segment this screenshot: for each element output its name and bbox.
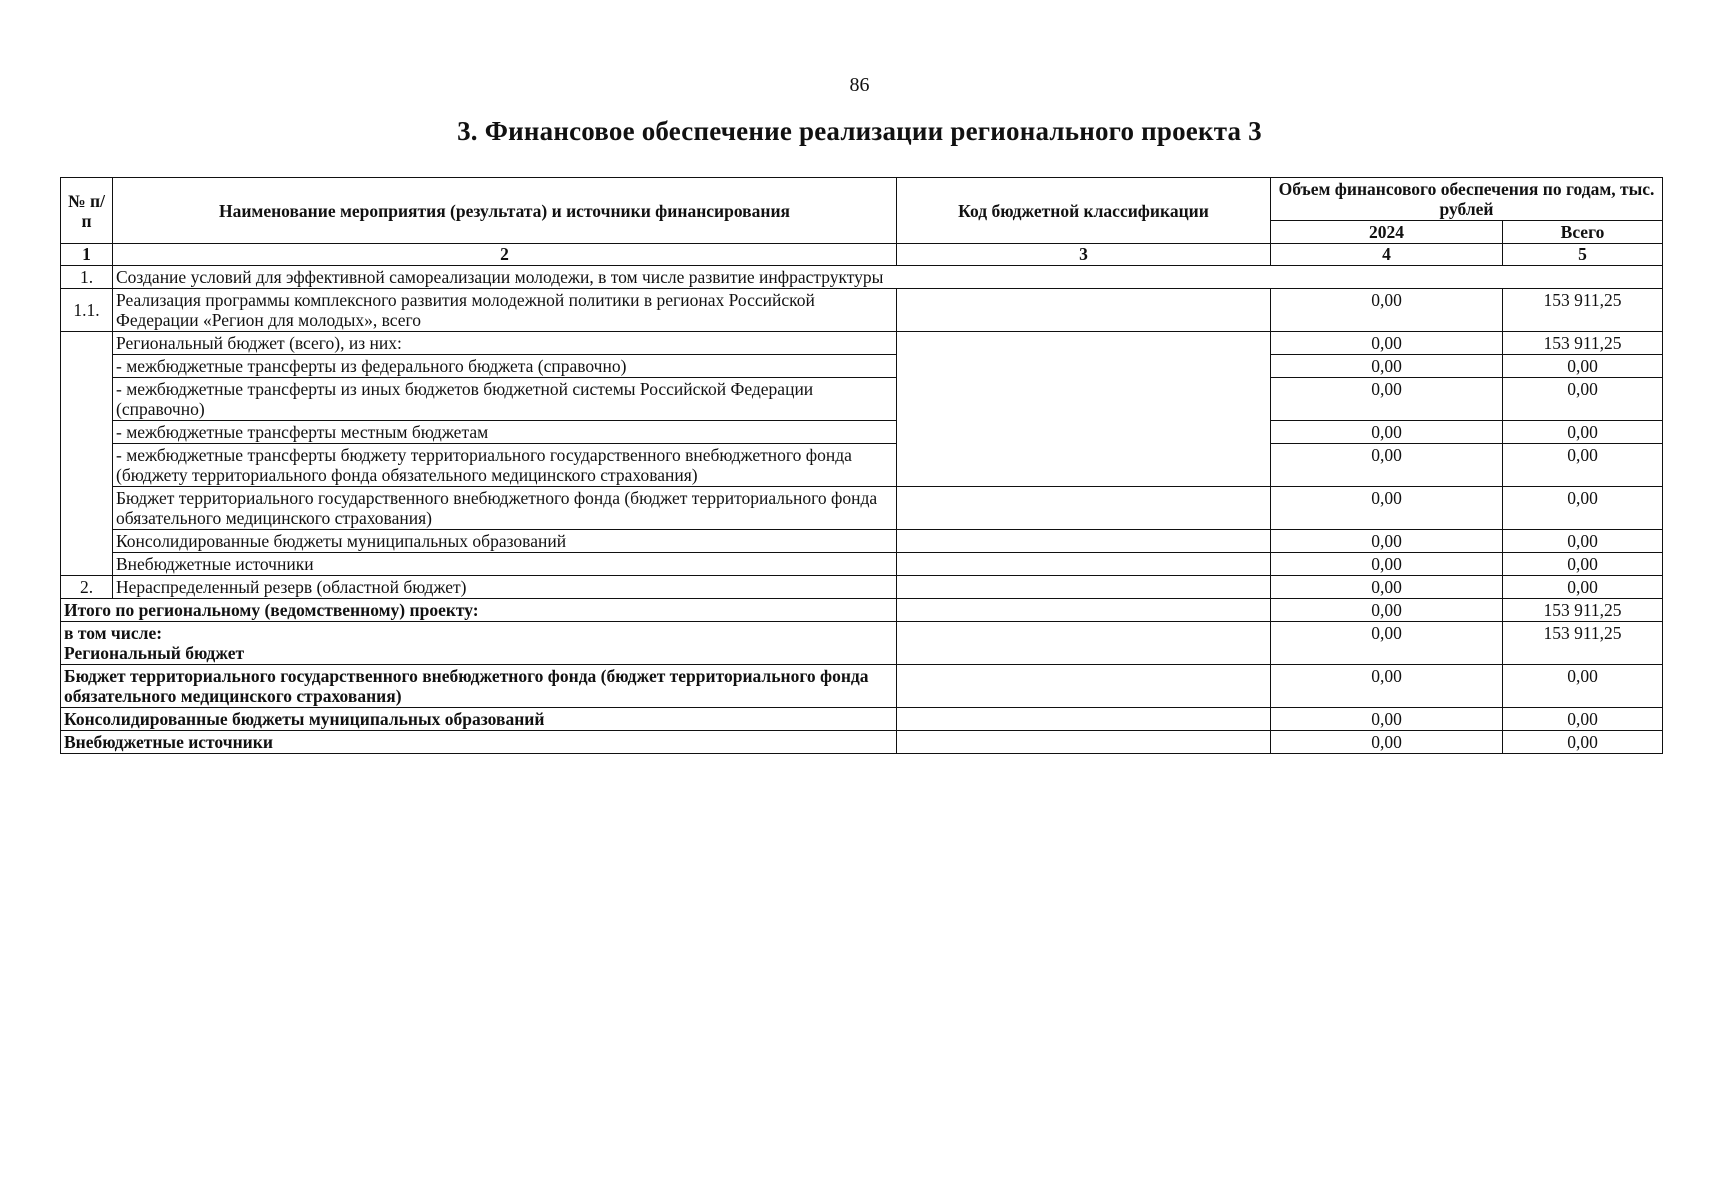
row-value-total: 153 911,25 [1503, 599, 1663, 622]
table-row [61, 332, 1663, 355]
row-value-total: 0,00 [1503, 553, 1663, 576]
total-row [61, 622, 1663, 665]
row-value-2024: 0,00 [1271, 576, 1503, 599]
row-code [897, 530, 1271, 553]
row-value-2024: 0,00 [1271, 289, 1503, 332]
row-number-empty [61, 332, 113, 576]
table-row [61, 355, 1663, 378]
row-code [897, 289, 1271, 332]
row-code [897, 487, 1271, 530]
table-row [61, 530, 1663, 553]
row-code [897, 553, 1271, 576]
column-index: 3 [897, 244, 1271, 266]
row-code [897, 576, 1271, 599]
column-index-row [61, 244, 1663, 266]
row-code [897, 599, 1271, 622]
table-row [61, 576, 1663, 599]
row-value-total: 0,00 [1503, 530, 1663, 553]
row-name: - межбюджетные трансферты местным бюджетам [113, 421, 897, 444]
row-value-2024: 0,00 [1271, 599, 1503, 622]
table-row [61, 289, 1663, 332]
header-total: Всего [1503, 221, 1663, 244]
column-index: 2 [113, 244, 897, 266]
row-value-2024: 0,00 [1271, 378, 1503, 421]
total-name-line: в том числе: [64, 623, 163, 643]
row-code [897, 731, 1271, 754]
header-code: Код бюджетной классификации [897, 178, 1271, 244]
row-value-2024: 0,00 [1271, 332, 1503, 355]
row-name: Бюджет территориального государственного внебюджетного фонда (бюджет территориального фонда обязательного медицинского страхования) [113, 487, 897, 530]
page-title: 3. Финансовое обеспечение реализации регионального проекта 3 [457, 116, 1262, 146]
total-name [61, 622, 897, 665]
header-volume: Объем финансового обеспечения по годам, тыс. рублей [1271, 178, 1663, 221]
row-value-total: 153 911,25 [1503, 622, 1663, 665]
total-name: Консолидированные бюджеты муниципальных образований [61, 708, 897, 731]
row-number: 2. [61, 576, 113, 599]
row-value-total: 0,00 [1503, 731, 1663, 754]
row-value-total: 0,00 [1503, 421, 1663, 444]
row-value-total: 0,00 [1503, 665, 1663, 708]
row-name: - межбюджетные трансферты из иных бюджетов бюджетной системы Российской Федерации (справочно) [113, 378, 897, 421]
row-code [897, 332, 1271, 487]
table-row [61, 378, 1663, 421]
row-value-2024: 0,00 [1271, 444, 1503, 487]
row-name: Консолидированные бюджеты муниципальных образований [113, 530, 897, 553]
table-header-row [61, 178, 1663, 221]
total-name: Итого по региональному (ведомственному) проекту: [61, 599, 897, 622]
row-value-total: 0,00 [1503, 576, 1663, 599]
row-value-total: 0,00 [1503, 708, 1663, 731]
row-value-total: 0,00 [1503, 487, 1663, 530]
column-index: 1 [61, 244, 113, 266]
row-value-2024: 0,00 [1271, 708, 1503, 731]
table-row [61, 553, 1663, 576]
column-index: 5 [1503, 244, 1663, 266]
row-value-2024: 0,00 [1271, 731, 1503, 754]
row-value-2024: 0,00 [1271, 553, 1503, 576]
header-name: Наименование мероприятия (результата) и источники финансирования [113, 178, 897, 244]
row-value-total: 0,00 [1503, 355, 1663, 378]
row-value-total: 153 911,25 [1503, 332, 1663, 355]
row-value-total: 0,00 [1503, 378, 1663, 421]
row-name: Создание условий для эффективной самореализации молодежи, в том числе развитие инфраструктуры [113, 266, 1663, 289]
row-name: - межбюджетные трансферты бюджету территориального государственного внебюджетного фонда (бюджету территориального фонда обязательного медицинского страхования) [113, 444, 897, 487]
row-number: 1.1. [61, 289, 113, 332]
row-value-total: 153 911,25 [1503, 289, 1663, 332]
row-code [897, 622, 1271, 665]
column-index: 4 [1271, 244, 1503, 266]
financing-table [60, 177, 1663, 754]
row-value-2024: 0,00 [1271, 355, 1503, 378]
total-row [61, 708, 1663, 731]
row-name: Нераспределенный резерв (областной бюджет) [113, 576, 897, 599]
row-value-2024: 0,00 [1271, 487, 1503, 530]
row-value-2024: 0,00 [1271, 622, 1503, 665]
row-name: Реализация программы комплексного развития молодежной политики в регионах Российской Федерации «Регион для молодых», всего [113, 289, 897, 332]
total-name-line: Региональный бюджет [64, 643, 245, 663]
total-row [61, 599, 1663, 622]
row-code [897, 665, 1271, 708]
header-year: 2024 [1271, 221, 1503, 244]
table-row [61, 444, 1663, 487]
page-number: 86 [849, 74, 870, 96]
row-value-2024: 0,00 [1271, 530, 1503, 553]
table-row [61, 487, 1663, 530]
row-number: 1. [61, 266, 113, 289]
table-row [61, 266, 1663, 289]
row-value-total: 0,00 [1503, 444, 1663, 487]
row-value-2024: 0,00 [1271, 421, 1503, 444]
row-value-2024: 0,00 [1271, 665, 1503, 708]
total-name: Внебюджетные источники [61, 731, 897, 754]
header-num: № п/п [61, 178, 113, 244]
row-name: Региональный бюджет (всего), из них: [113, 332, 897, 355]
row-code [897, 708, 1271, 731]
total-row [61, 731, 1663, 754]
total-row [61, 665, 1663, 708]
row-name: Внебюджетные источники [113, 553, 897, 576]
row-name: - межбюджетные трансферты из федерального бюджета (справочно) [113, 355, 897, 378]
table-row [61, 421, 1663, 444]
total-name: Бюджет территориального государственного внебюджетного фонда (бюджет территориального фонда обязательного медицинского страхования) [61, 665, 897, 708]
